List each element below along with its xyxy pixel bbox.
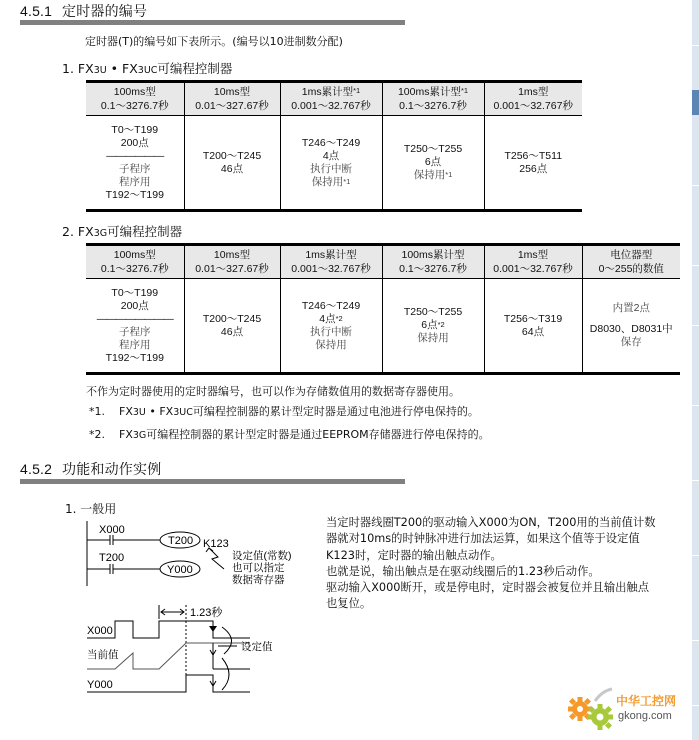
annotation-pointer	[209, 548, 224, 569]
header-cell: 10ms型 0.01～327.67秒	[184, 245, 280, 279]
description-line: 也复位。	[326, 597, 372, 611]
gear-icon-green	[587, 704, 613, 730]
table-cell: T256～T511 256点	[484, 116, 582, 211]
contact-label-t200: T200	[99, 552, 125, 564]
header-cell: 100ms型 0.1～3276.7秒	[86, 82, 184, 116]
intro-text: 定时器(T)的编号如下表所示。(编号以10进制数分配)	[85, 35, 343, 48]
annotation-line: 也可以指定	[232, 562, 285, 574]
reset-curve-arrow-1	[222, 627, 232, 654]
description-line: K123时，定时器的输出触点动作。	[326, 548, 502, 562]
subsection-general-use: 1. 一般用	[65, 502, 117, 516]
note-general: 不作为定时器使用的定时器编号，也可以作为存储数值用的数据寄存器使用。	[86, 385, 460, 398]
description-line: 器就对10ms的时钟脉冲进行加法运算，如果这个值等于设定值	[326, 532, 640, 546]
arrow-swoosh-icon	[595, 689, 612, 701]
table-cell: T200～T245 46点	[184, 279, 280, 374]
table-cell: 内置2点 D8030、D8031中 保存	[582, 279, 680, 374]
header-cell: 1ms累计型$^{*1}$ 0.001～32.767秒	[280, 82, 382, 116]
table-cell: T0～T199 200点 —————— 子程序 程序用 T192～T199	[86, 116, 184, 211]
falling-edge-arrow	[209, 626, 217, 632]
header-cell: 100ms累计型 0.1～3276.7秒	[382, 245, 484, 279]
header-cell: 1ms累计型 0.001～32.767秒	[280, 245, 382, 279]
duration-label: 1.23秒	[190, 607, 223, 619]
annotation-line: 设定值(常数)	[232, 550, 292, 562]
table-cell: T246～T249 4点 执行中断 保持用$^{*1}$	[280, 116, 382, 211]
annotation-line: 数据寄存器	[232, 574, 285, 586]
footnote-2: *2. FX3G可编程控制器的累计型定时器是通过EEPROM存储器进行停电保持的。	[89, 428, 490, 441]
header-cell: 10ms型 0.01～327.67秒	[184, 82, 280, 116]
header-cell: 1ms型 0.001～32.767秒	[484, 245, 582, 279]
logo-text-cn: 中华工控网	[616, 694, 677, 708]
section-title: 定时器的编号	[62, 4, 148, 20]
header-cell: 1ms型 0.001～32.767秒	[484, 82, 582, 116]
table-cell: T0～T199 200点 ———————— 子程序 程序用 T192～T199	[86, 279, 184, 374]
footnote-1: *1. FX3U • FX3UC可编程控制器的累计型定时器是通过电池进行停电保持的。	[89, 405, 479, 418]
operation-description	[326, 515, 686, 613]
signal-label-x000: X000	[87, 625, 113, 637]
section-number: 4.5.1	[20, 3, 53, 19]
description-line: 也就是说，输出触点是在驱动线圈后的1.23秒后动作。	[326, 564, 600, 578]
table-cell: T246～T249 4点$^{*2}$ 执行中断 保持用	[280, 279, 382, 374]
header-cell: 电位器型 0～255的数值	[582, 245, 680, 279]
signal-label-y000: Y000	[87, 679, 113, 691]
setpoint-label: 设定值	[241, 641, 273, 653]
gkong-watermark-logo	[562, 683, 692, 731]
description-line: 当定时器线圈T200的驱动输入X000为ON，T200用的当前值计数	[326, 516, 656, 529]
table-cell: T250～T255 6点$^{*2}$ 保持用	[382, 279, 484, 374]
header-cell: 100ms累计型$^{*1}$ 0.1～3276.7秒	[382, 82, 484, 116]
table2-title: 2. FX3G可编程控制器	[62, 224, 183, 239]
coil-label-t200: T200	[168, 535, 194, 547]
section-number: 4.5.2	[20, 461, 53, 477]
header-cell: 100ms型 0.1～3276.7秒	[86, 245, 184, 279]
table1-title: 1. FX3U • FX3UC可编程控制器	[62, 61, 233, 76]
contact-label-x000: X000	[99, 524, 125, 536]
table-cell: T250～T255 6点 保持用$^{*1}$	[382, 116, 484, 211]
setting-value-k123: K123	[203, 538, 229, 550]
reset-curve-arrow-2	[222, 658, 229, 690]
signal-label-current-value: 当前值	[87, 649, 119, 661]
coil-label-y000: Y000	[167, 564, 193, 576]
table-cell: T256～T319 64点	[484, 279, 582, 374]
description-line: 驱动输入X000断开，或是停电时，定时器会被复位并且输出触点	[326, 581, 650, 595]
logo-text-en: gkong.com	[618, 710, 672, 722]
section-title: 功能和动作实例	[62, 462, 162, 478]
table-cell: T200～T245 46点	[184, 116, 280, 211]
